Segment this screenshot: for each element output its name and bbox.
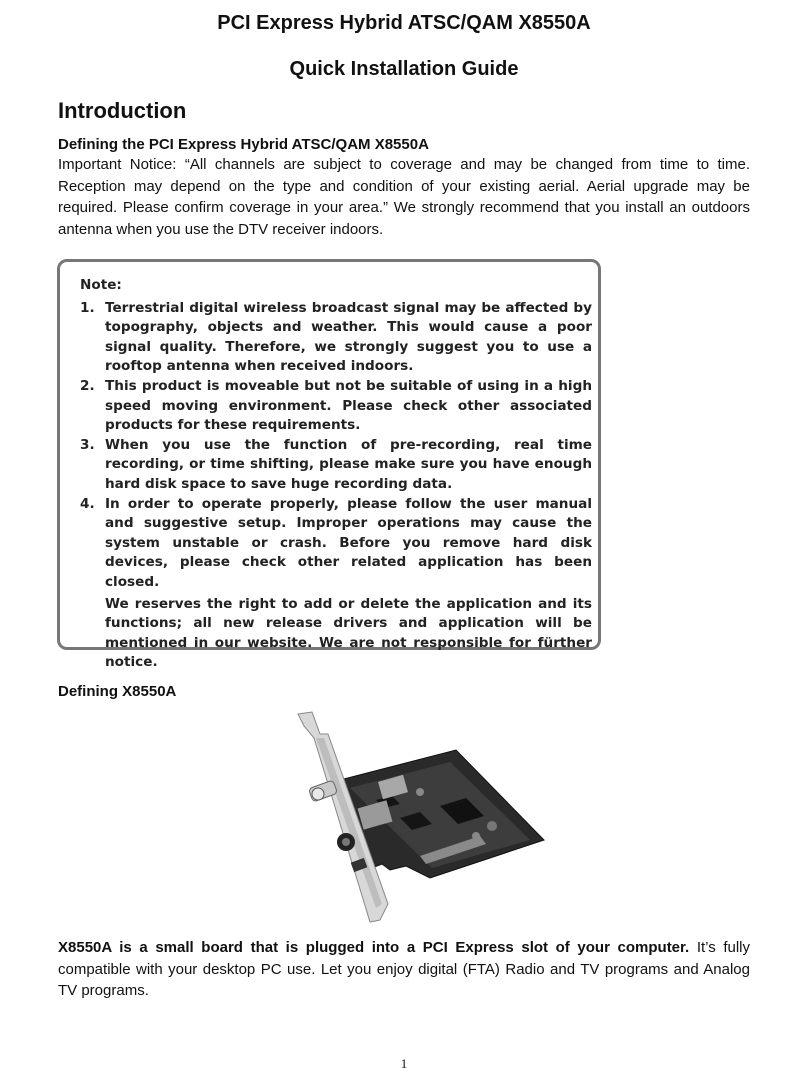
note-item-text: Terrestrial digital wireless broadcast signal may be affected by topography, objects and weather. This would cause a poor signal quality. Therefore, we strongly suggest you to use a rooftop antenna when received indoors. [105,299,592,375]
note-list [80,299,592,593]
page-number: 1 [400,1056,408,1071]
note-item-number: 4. [80,495,95,512]
tv-tuner-card-image [280,708,548,926]
note-item-number: 3. [80,436,95,453]
note-box [57,259,601,671]
note-item-number: 2. [80,377,95,394]
document-title: PCI Express Hybrid ATSC/QAM X8550A [217,12,591,34]
x8550a-description [58,937,750,1002]
x8550a-description-rest: It’s fully compatible with your desktop PC use. Let you enjoy digital (FTA) Radio and TV programs and Analog TV programs. [58,939,751,999]
note-disclaimer: We reserves the right to add or delete the application and its functions; all new release drivers and application will be mentioned in our website. We are not responsible for fürther notice. [105,595,592,671]
note-item-text: In order to operate properly, please follow the user manual and suggestive setup. Improper operations may cause the system unstable or crash. Before you remove hard disk devices, please check other related application has been closed. [105,495,592,590]
note-item [80,495,592,593]
x8550a-description-bold: X8550A is a small board that is plugged into a PCI Express slot of your computer. [58,939,690,956]
note-item [80,436,592,495]
intro-heading: Introduction [58,98,187,123]
note-item-number: 1. [80,299,95,316]
note-item [80,377,592,436]
important-notice-paragraph: Important Notice: “All channels are subject to coverage and may be changed from time to time. Reception may depend on the type and condition of your existing aerial. Aerial upgrade may be required. Please confirm coverage in your area.” We strongly recommend that you install an outdoors antenna when you use the DTV receiver indoors. [58,156,750,238]
note-item [80,299,592,377]
note-item-text: This product is moveable but not be suitable of using in a high speed moving environment. Please check other associated products for these requirements. [105,377,592,434]
note-title: Note: [80,277,122,293]
section-heading-defining-x8550a: Defining X8550A [58,683,177,700]
section-heading-defining-pci: Defining the PCI Express Hybrid ATSC/QAM X8550A [58,136,429,153]
note-item-text: When you use the function of pre-recording, real time recording, or time shifting, please make sure you have enough hard disk space to save huge recording data. [105,436,592,492]
document-subtitle: Quick Installation Guide [289,58,519,80]
